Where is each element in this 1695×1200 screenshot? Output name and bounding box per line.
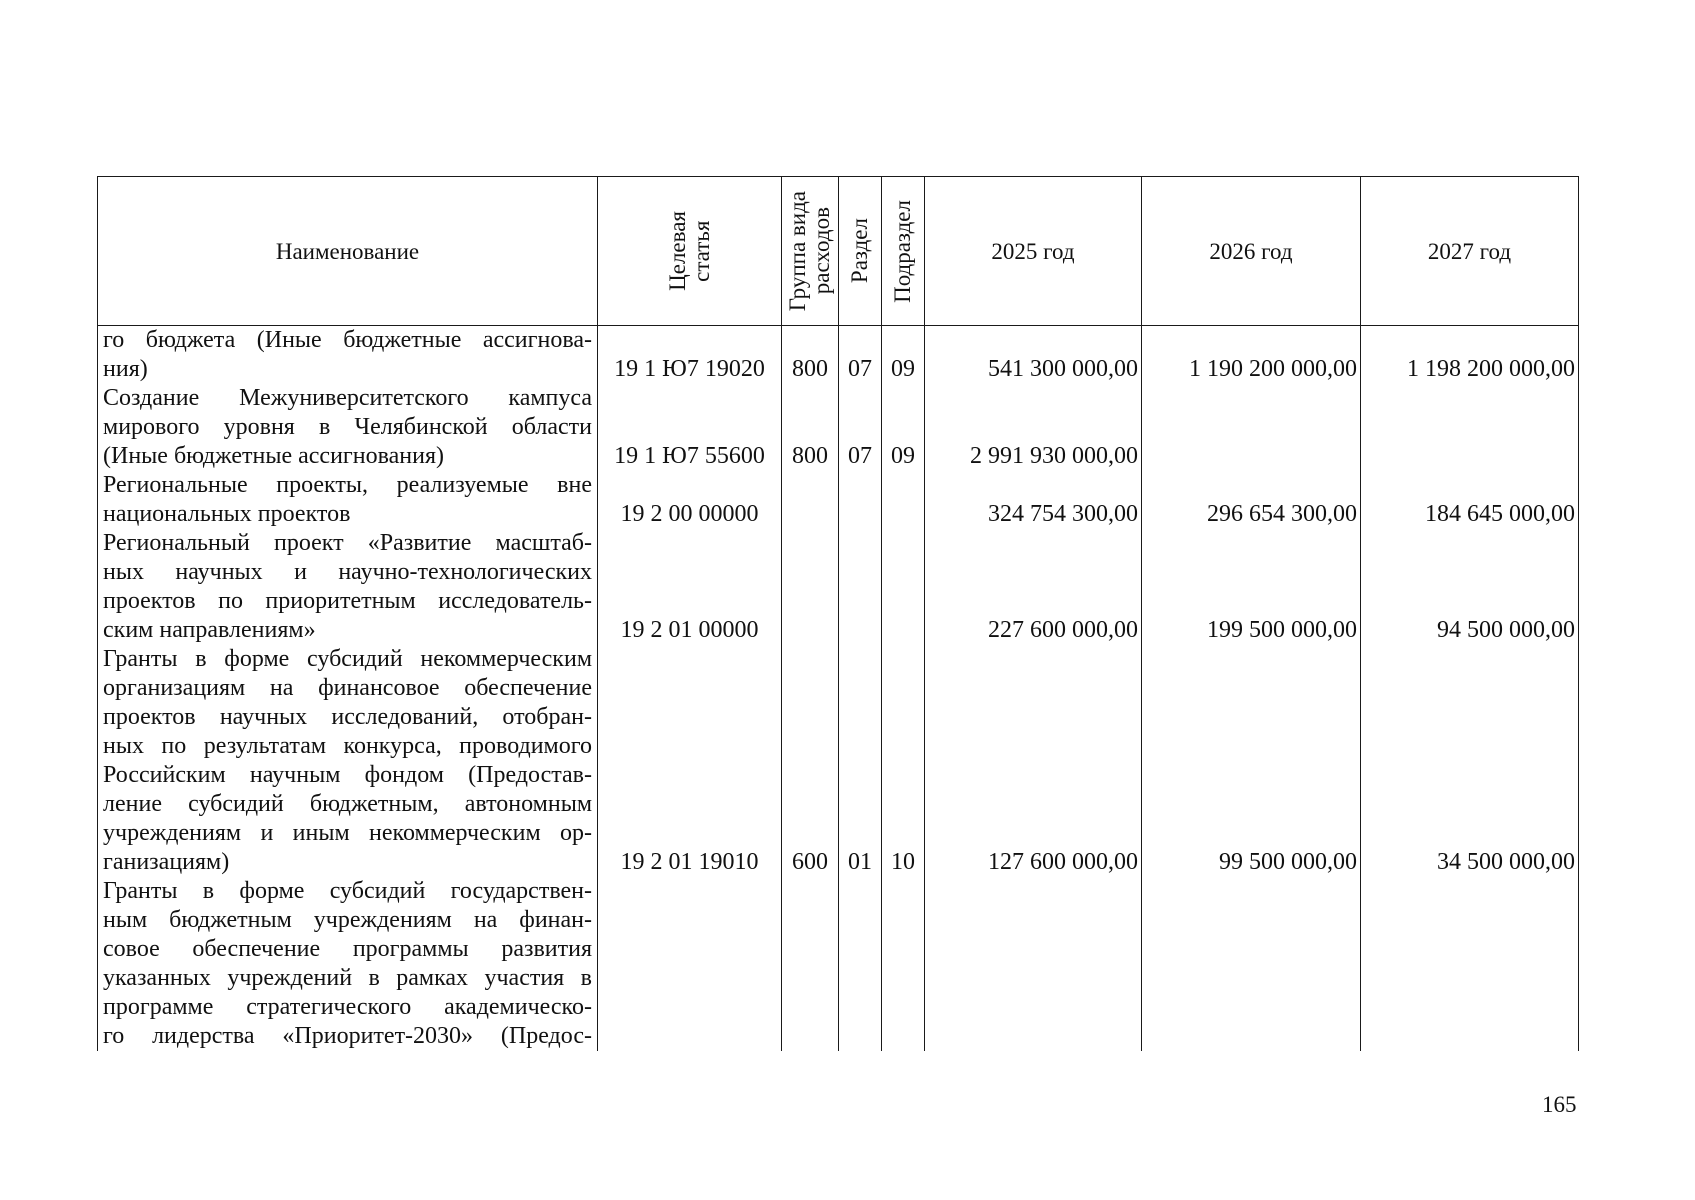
row-section: 01	[839, 645, 882, 877]
row-name	[98, 326, 598, 385]
row-section: 07	[839, 326, 882, 385]
row-name	[98, 529, 598, 645]
row-name-line: совое обеспечение программы развития	[103, 936, 592, 962]
row-name-line: организациям на финансовое обеспечение	[103, 675, 592, 701]
row-name-line: ганизациям)	[103, 849, 230, 875]
table-body	[98, 326, 1579, 1052]
row-expense-group: 600	[782, 645, 839, 877]
row-name-line: Создание Межуниверситетского кампуса	[103, 385, 592, 411]
row-name	[98, 471, 598, 529]
row-subsection	[882, 529, 925, 645]
row-amount-2026: 99 500 000,00	[1142, 645, 1361, 877]
row-amount-2027	[1361, 877, 1579, 1051]
row-name-line: го бюджета (Иные бюджетные ассигнова-	[103, 327, 592, 353]
row-target-article	[598, 877, 782, 1051]
row-expense-group	[782, 877, 839, 1051]
row-target-article: 19 1 Ю7 55600	[598, 384, 782, 471]
row-amount-2027: 184 645 000,00	[1361, 471, 1579, 529]
row-subsection	[882, 877, 925, 1051]
row-name-line: программе стратегического академическо-	[103, 994, 592, 1020]
row-amount-2025: 2 991 930 000,00	[925, 384, 1142, 471]
row-amount-2026: 1 190 200 000,00	[1142, 326, 1361, 385]
row-name-line: Региональный проект «Развитие масштаб-	[103, 530, 592, 556]
row-name-line: мирового уровня в Челябинской области	[103, 414, 592, 440]
row-name-line: проектов научных исследований, отобран-	[103, 704, 592, 730]
table-row	[98, 877, 1579, 1051]
row-subsection: 10	[882, 645, 925, 877]
row-target-article: 19 2 01 19010	[598, 645, 782, 877]
header-2025: 2025 год	[925, 177, 1142, 326]
row-name-line: проектов по приоритетным исследователь-	[103, 588, 592, 614]
row-name-line: Гранты в форме субсидий государствен-	[103, 878, 592, 904]
header-subsection-text: Подраздел	[890, 199, 915, 303]
row-amount-2025: 541 300 000,00	[925, 326, 1142, 385]
table-row	[98, 384, 1579, 471]
header-2026: 2026 год	[1142, 177, 1361, 326]
row-amount-2025: 227 600 000,00	[925, 529, 1142, 645]
table-row	[98, 645, 1579, 877]
row-section: 07	[839, 384, 882, 471]
row-target-article: 19 1 Ю7 19020	[598, 326, 782, 385]
row-name-line: Российским научным фондом (Предостав-	[103, 762, 592, 788]
row-name-line: ление субсидий бюджетным, автономным	[103, 791, 592, 817]
header-name: Наименование	[98, 177, 598, 326]
row-name-line: го лидерства «Приоритет-2030» (Предос-	[103, 1023, 592, 1049]
budget-table	[97, 176, 1579, 1051]
row-name	[98, 384, 598, 471]
page-number: 165	[1542, 1092, 1577, 1117]
row-expense-group	[782, 529, 839, 645]
row-amount-2026	[1142, 877, 1361, 1051]
row-amount-2026	[1142, 384, 1361, 471]
row-target-article: 19 2 00 00000	[598, 471, 782, 529]
row-name-line: ных научных и научно-технологических	[103, 559, 592, 585]
row-expense-group: 800	[782, 326, 839, 385]
row-subsection	[882, 471, 925, 529]
row-amount-2025: 127 600 000,00	[925, 645, 1142, 877]
row-name	[98, 645, 598, 877]
header-expense-group	[782, 177, 839, 326]
row-section	[839, 529, 882, 645]
row-amount-2026: 199 500 000,00	[1142, 529, 1361, 645]
header-expense-group-text: Группа вида расходов	[785, 190, 834, 312]
row-name-line: указанных учреждений в рамках участия в	[103, 965, 592, 991]
header-section	[839, 177, 882, 326]
row-amount-2025: 324 754 300,00	[925, 471, 1142, 529]
header-section-text: Раздел	[847, 218, 872, 284]
row-section	[839, 471, 882, 529]
row-expense-group: 800	[782, 384, 839, 471]
row-name-line: ным бюджетным учреждениям на финан-	[103, 907, 592, 933]
row-name-line: ния)	[103, 356, 148, 382]
header-target-article-text: Целевая статья	[664, 211, 714, 291]
row-name-line: Региональные проекты, реализуемые вне	[103, 472, 592, 498]
row-expense-group	[782, 471, 839, 529]
row-amount-2026: 296 654 300,00	[1142, 471, 1361, 529]
row-name-line: ским направлениям»	[103, 617, 316, 643]
row-amount-2027: 34 500 000,00	[1361, 645, 1579, 877]
table-row	[98, 471, 1579, 529]
row-name-line: ных по результатам конкурса, проводимого	[103, 733, 592, 759]
row-name-line: национальных проектов	[103, 501, 351, 527]
row-name	[98, 877, 598, 1051]
table-row	[98, 529, 1579, 645]
header-target-article	[598, 177, 782, 326]
row-name-line: Гранты в форме субсидий некоммерческим	[103, 646, 592, 672]
row-target-article: 19 2 01 00000	[598, 529, 782, 645]
row-amount-2027: 94 500 000,00	[1361, 529, 1579, 645]
row-name-line: (Иные бюджетные ассигнования)	[103, 443, 444, 469]
table-row	[98, 326, 1579, 385]
row-section	[839, 877, 882, 1051]
row-name-line: учреждениям и иным некоммерческим ор-	[103, 820, 592, 846]
table-header	[98, 177, 1579, 326]
row-amount-2025	[925, 877, 1142, 1051]
header-2027: 2027 год	[1361, 177, 1579, 326]
header-subsection	[882, 177, 925, 326]
row-amount-2027: 1 198 200 000,00	[1361, 326, 1579, 385]
row-amount-2027	[1361, 384, 1579, 471]
row-subsection: 09	[882, 326, 925, 385]
row-subsection: 09	[882, 384, 925, 471]
